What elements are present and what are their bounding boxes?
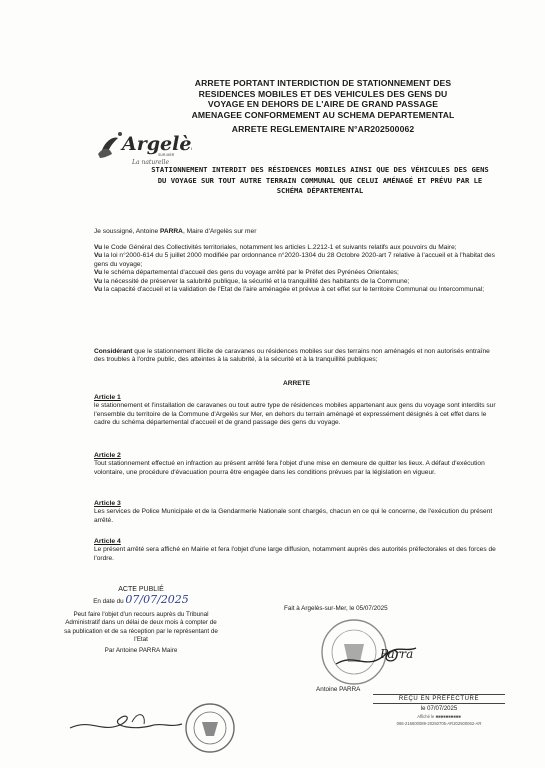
considerant-lead: Considérant — [94, 348, 133, 355]
reception-date: le 07/07/2025 — [420, 706, 458, 712]
intro-prefix: Je soussigné, Antoine — [94, 228, 160, 235]
article-3 — [94, 500, 499, 525]
visa-lead: Vu — [94, 277, 103, 285]
article-text: Les services de Police Municipale et de la Gendarmerie Nationale sont chargés, chacun en ce qui le concerne, de l'exécution du présent arrêté. — [94, 508, 493, 524]
visa-item — [94, 278, 499, 286]
considerant-text: que le stationnement illicite de caravanes ou résidences mobiles sur des terrains non aménagés et non autorisés entraîne des troubles à l'ordre public, des atteintes à la salubrité, à la sécurité et à la tranquillité publiques; — [94, 348, 490, 364]
publication-heading: ACTE PUBLIÉ — [118, 586, 164, 593]
visa-text: le schéma départemental d'accueil des gens du voyage arrêté par le Préfet des Pyrénées Orientales; — [102, 269, 399, 277]
intro-paragraph — [94, 228, 499, 236]
visa-lead: Vu — [94, 286, 103, 294]
publication-date-line — [56, 593, 226, 607]
visa-item — [94, 269, 499, 277]
document-title-block — [188, 78, 458, 135]
visas-list — [94, 244, 499, 294]
article-4 — [94, 538, 499, 563]
signatory-name: Antoine PARRA — [316, 686, 361, 693]
visa-lead: Vu — [94, 244, 103, 251]
visa-text: le Code Général des Collectivités territoriales, notamment les articles L.2212-1 et suivants relatifs aux pouvoirs du Maire; — [102, 244, 457, 251]
article-1 — [94, 394, 499, 428]
article-text: Tout stationnement effectué en infraction au présent arrêté fera l'objet d'une mise en demeure de quitter les lieux. A défaut d'exécution volontaire, une procédure d'évacuation pourra être engagée dans les conditions prévues par la législation en vigueur. — [94, 460, 485, 476]
logo-slogan: La naturelle — [132, 159, 169, 166]
article-2 — [94, 452, 499, 477]
mayor-name: PARRA — [159, 228, 183, 235]
document-title: ARRETE PORTANT INTERDICTION DE STATIONNEMENT DES RESIDENCES MOBILES ET DES VEHICULES DES GENS DU VOYAGE EN DEHORS DE L'AIRE DE GRAND PASSAGE AMENAGEE CONFORMEMENT AU SCHEMA DEPARTEMENTAL — [191, 78, 455, 120]
visa-text: la capacité d'accueil et la validation de l'Etat de l'aire aménagée et prévue à cet effet sur le territoire Communal ou Intercommunal; — [102, 286, 485, 294]
signature-scribble: Parra — [380, 647, 414, 661]
logo-name: Argelè — [122, 133, 192, 155]
visa-text: la loi n°2000-614 du 5 juillet 2000 modifiée par ordonnance n°2020-1304 du 28 Octobre 2020-art 7 relative à l'accueil et à l'habitat des gens du voyage; — [94, 252, 495, 268]
publication-block — [56, 586, 226, 656]
document-subject: STATIONNEMENT INTERDIT DES RÉSIDENCES MOBILES AINSI QUE DES VÉHICULES DES GENS DU VOYAGE SUR TOUT AUTRE TERRAIN COMMUNAL QUE CELUI AMÉNAGÉ ET PRÉVU PAR LE SCHÉMA DÉPARTEMENTAL — [151, 165, 489, 195]
publication-date-label: En date du — [93, 598, 124, 606]
article-text: Le présent arrêté sera affiché en Mairie et fera l'objet d'une large diffusion, notamment auprès des autorités préfectorales et des forces de l'ordre. — [94, 546, 496, 562]
arrete-heading: ARRETE — [282, 380, 311, 387]
prefecture-reception-stamp — [373, 694, 505, 738]
left-signature-and-seal — [62, 700, 242, 760]
argeles-logo — [96, 120, 192, 170]
signature-place-date: Fait à Argelès-sur-Mer, le 05/07/2025 — [284, 605, 388, 612]
logo-mark-icon — [96, 120, 192, 170]
visa-text: la nécessité de préserver la salubrité publique, la sécurité et la tranquillité des habitants de la Commune; — [102, 277, 410, 285]
intro-suffix: , Maire d'Argelès sur mer — [182, 228, 257, 235]
publication-date-value: 07/07/2025 — [125, 593, 189, 607]
publication-notice: Peut faire l'objet d'un recours auprès du Tribunal Administratif dans un délai de deux mois à compter de sa publication et de sa réception par le représentant de l'Etat — [64, 610, 218, 644]
article-title: Article 3 — [94, 500, 121, 507]
article-text: le stationnement et l'installation de caravanes ou tout autre type de résidences mobiles appartenant aux gens du voyage sont interdits sur l'ensemble du territoire de la Commune d'Argelès sur Mer, en dehors du terrain aménagé et expressément désignés à cet effet dans le cadre du schéma départemental d'accueil et de grand passage des gens du voyage. — [94, 402, 496, 427]
visa-item — [94, 286, 499, 294]
reception-title: REÇU EN PRÉFECTURE — [373, 694, 505, 704]
document-reference: ARRETE REGLEMENTAIRE N°AR202500062 — [231, 124, 415, 135]
reception-line2: Affiché le ■■■■■■■■■■ — [417, 714, 461, 719]
visa-lead: Vu — [94, 252, 103, 260]
reception-ref: 066-216600089-20250705-AR202500062-AR — [396, 721, 482, 726]
article-title: Article 4 — [94, 538, 121, 545]
considerant-paragraph — [94, 348, 499, 365]
visa-lead: Vu — [94, 269, 103, 277]
article-title: Article 2 — [94, 452, 121, 459]
logo-tagline: SUR-MER — [158, 153, 175, 157]
visa-item — [94, 252, 499, 269]
official-seal-stamp — [296, 612, 426, 692]
publication-by: Par Antoine PARRA Maire — [104, 647, 178, 655]
article-title: Article 1 — [94, 394, 121, 401]
